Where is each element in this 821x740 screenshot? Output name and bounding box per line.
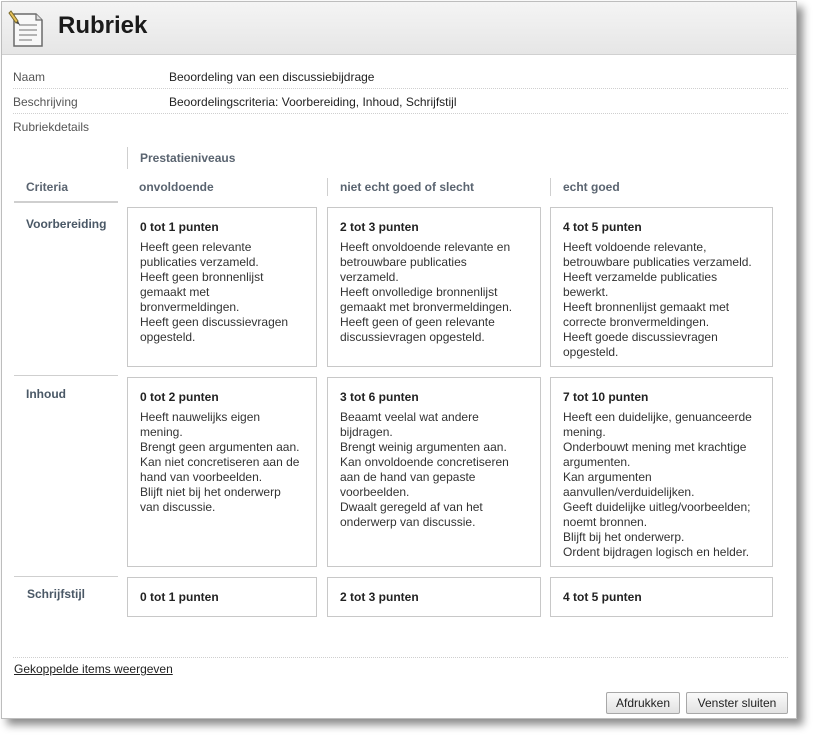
cell-points: 7 tot 10 punten — [563, 390, 649, 404]
cell-text-line: Geeft duidelijke uitleg/voorbeelden; — [563, 500, 751, 514]
cell-text-line: Heeft geen of geen relevante — [340, 315, 495, 329]
cell-text-line: Blijft bij het onderwerp. — [563, 530, 685, 544]
cell-text-line: Heeft onvoldoende relevante en — [340, 240, 511, 254]
cell-points: 4 tot 5 punten — [563, 220, 642, 234]
cell-text-line: Dwaalt geregeld af van het — [340, 500, 483, 514]
cell-points: 0 tot 1 punten — [140, 220, 219, 234]
criteria-header-divider — [14, 201, 118, 203]
cell-points: 2 tot 3 punten — [340, 590, 419, 604]
criterion-schrijfstijl: Schrijfstijl — [27, 587, 86, 601]
print-button[interactable]: Afdrukken — [606, 692, 680, 714]
footer-divider — [13, 657, 788, 658]
row-divider — [14, 375, 118, 376]
cell-text-line: Brengt weinig argumenten aan. — [340, 440, 507, 454]
cell-text-line: discussievragen opgesteld. — [340, 330, 485, 344]
cell-text-line: Kan niet concretiseren aan de — [140, 455, 300, 469]
cell-text-line: Heeft geen bronnenlijst — [140, 270, 264, 284]
performance-levels-header: Prestatieniveaus — [127, 147, 235, 169]
cell-text-line: Kan argumenten — [563, 470, 652, 484]
cell-text-line: aan de hand van gepaste — [340, 470, 476, 484]
cell-text-line: Heeft nauwelijks eigen — [140, 410, 261, 424]
cell-points: 3 tot 6 punten — [340, 390, 419, 404]
cell-text-line: argumenten. — [563, 455, 631, 469]
rubric-cell — [550, 377, 773, 567]
cell-text-line: noemt bronnen. — [563, 515, 648, 529]
cell-text-line: bronvermeldingen. — [140, 300, 240, 314]
level-header-2: echt goed — [550, 178, 620, 196]
page-header — [2, 2, 796, 55]
cell-text-line: Heeft onvolledige bronnenlijst — [340, 285, 498, 299]
cell-text-line: Beaamt veelal wat andere — [340, 410, 479, 424]
description-value: Beoordelingscriteria: Voorbereiding, Inhoud, Schrijfstijl — [169, 95, 457, 109]
cell-text-line: opgesteld. — [563, 345, 619, 359]
close-window-button[interactable]: Venster sluiten — [686, 692, 788, 714]
cell-text-line: mening. — [140, 425, 183, 439]
rubric-cell — [127, 207, 317, 367]
cell-text-line: onderwerp van discussie. — [340, 515, 476, 529]
rubric-window — [1, 1, 797, 719]
rubric-cell — [127, 577, 317, 617]
cell-text-line: betrouwbare publicaties verzameld. — [563, 255, 752, 269]
rubric-cell — [327, 207, 541, 367]
document-edit-icon — [8, 8, 48, 50]
cell-text-line: hand van voorbeelden. — [140, 470, 263, 484]
cell-text-line: verzameld. — [340, 270, 399, 284]
cell-text-line: Heeft goede discussievragen — [563, 330, 718, 344]
row-divider — [14, 576, 118, 577]
cell-text-line: Blijft niet bij het onderwerp — [140, 485, 281, 499]
rubric-cell — [550, 207, 773, 367]
cell-text-line: publicaties verzameld. — [140, 255, 259, 269]
cell-text-line: correcte bronvermeldingen. — [563, 315, 710, 329]
cell-text-line: Heeft geen discussievragen — [140, 315, 289, 329]
cell-text-line: Heeft voldoende relevante, — [563, 240, 707, 254]
linked-items-link[interactable]: Gekoppelde items weergeven — [14, 662, 173, 676]
rubric-cell — [327, 377, 541, 567]
criterion-inhoud: Inhoud — [26, 387, 66, 401]
cell-text-line: gemaakt met — [140, 285, 210, 299]
cell-text-line: opgesteld. — [140, 330, 196, 344]
cell-text-line: Heeft bronnenlijst gemaakt met — [563, 300, 730, 314]
cell-text-line: betrouwbare publicaties — [340, 255, 467, 269]
cell-points: 4 tot 5 punten — [563, 590, 642, 604]
cell-text-line: bewerkt. — [563, 285, 609, 299]
name-value: Beoordeling van een discussiebijdrage — [169, 70, 375, 84]
name-label: Naam — [13, 70, 46, 84]
cell-text-line: Brengt geen argumenten aan. — [140, 440, 300, 454]
cell-text-line: mening. — [563, 425, 606, 439]
cell-points: 0 tot 2 punten — [140, 390, 219, 404]
cell-text-line: aanvullen/verduidelijken. — [563, 485, 695, 499]
rubric-cell — [550, 577, 773, 617]
cell-points: 2 tot 3 punten — [340, 220, 419, 234]
cell-text-line: bijdragen. — [340, 425, 393, 439]
level-header-1: niet echt goed of slecht — [327, 178, 474, 196]
description-label: Beschrijving — [13, 95, 78, 109]
cell-text-line: Heeft verzamelde publicaties — [563, 270, 718, 284]
cell-text-line: voorbeelden. — [340, 485, 410, 499]
cell-text-line: van discussie. — [140, 500, 216, 514]
cell-text-line: Ordent bijdragen logisch en helder. — [563, 545, 750, 559]
criterion-voorbereiding: Voorbereiding — [26, 217, 107, 231]
cell-text-line: Kan onvoldoende concretiseren — [340, 455, 509, 469]
rubric-cell — [127, 377, 317, 567]
description-row — [13, 89, 788, 114]
cell-text-line: Heeft een duidelijke, genuanceerde — [563, 410, 752, 424]
cell-points: 0 tot 1 punten — [140, 590, 219, 604]
name-row — [13, 64, 788, 89]
page-title: Rubriek — [58, 12, 148, 39]
rubric-cell — [327, 577, 541, 617]
cell-text-line: Heeft geen relevante — [140, 240, 252, 254]
rubric-details-label: Rubriekdetails — [13, 120, 90, 134]
criteria-header: Criteria — [26, 180, 69, 194]
level-header-0: onvoldoende — [139, 180, 214, 194]
cell-text-line: Onderbouwt mening met krachtige — [563, 440, 747, 454]
cell-text-line: gemaakt met bronvermeldingen. — [340, 300, 513, 314]
